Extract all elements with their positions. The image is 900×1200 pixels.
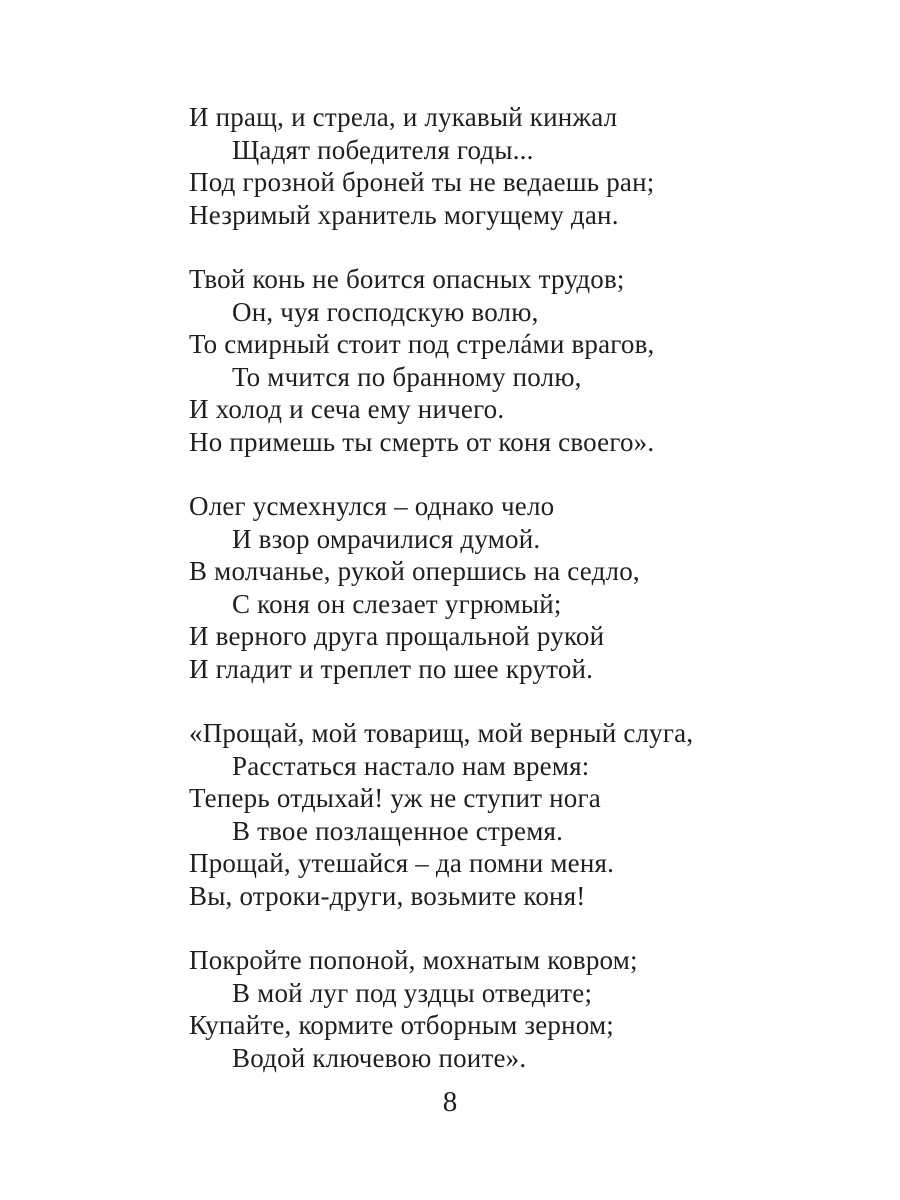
- stanza: [189, 717, 829, 912]
- poem-line: Но примешь ты смерть от коня своего».: [189, 426, 655, 457]
- poem-line: В молчанье, рукой опершись на седло,: [189, 556, 640, 586]
- poem-line: И верного друга прощальной рукой: [189, 621, 605, 651]
- poem-line: В мой луг под уздцы отведите;: [232, 977, 593, 1008]
- poem-line: И пращ, и стрела, и лукавый кинжал: [189, 102, 618, 132]
- poem-line: С коня он слезает угрюмый;: [232, 588, 562, 619]
- poem-line: Олег усмехнулся – однако чело: [189, 491, 555, 521]
- poem-line: Водой ключевою поите».: [232, 1042, 527, 1073]
- page-number: 8: [442, 1086, 458, 1118]
- poem-line: Незримый хранитель могущему дан.: [189, 199, 619, 230]
- poem-line: Вы, отроки-други, возьмите коня!: [189, 880, 586, 911]
- poem-line: То мчится по бранному полю,: [232, 361, 582, 392]
- poem-line: Он, чуя господскую волю,: [232, 296, 539, 327]
- poem-line: То смирный стоит под стрелáми врагов,: [189, 329, 655, 359]
- poem-line: И гладит и треплет по шее крутой.: [189, 653, 594, 684]
- stanza: [189, 101, 829, 231]
- poem-line: И взор омрачилися думой.: [232, 523, 541, 554]
- poem-line: «Прощай, мой товарищ, мой верный слуга,: [189, 718, 694, 748]
- poem-line: Теперь отдыхай! уж не ступит нога: [189, 783, 601, 813]
- stanza: [189, 944, 829, 1074]
- poem-line: Под грозной броней ты не ведаешь ран;: [189, 167, 655, 197]
- stanza: [189, 263, 829, 458]
- poem-line: Покройте попоной, мохнатым ковром;: [189, 945, 638, 975]
- poem-line: Расстаться настало нам время:: [232, 750, 590, 781]
- poem-line: Прощай, утешайся – да помни меня.: [189, 848, 615, 878]
- stanza: [189, 490, 829, 685]
- poem-line: В твое позлащенное стремя.: [232, 815, 564, 846]
- poem-line: Купайте, кормите отборным зерном;: [189, 1010, 614, 1040]
- poem-line: И холод и сеча ему ничего.: [189, 394, 505, 424]
- poem-line: Твой конь не боится опасных трудов;: [189, 264, 625, 294]
- poem-line: Щадят победителя годы...: [232, 134, 534, 165]
- poem-text: [189, 101, 829, 1106]
